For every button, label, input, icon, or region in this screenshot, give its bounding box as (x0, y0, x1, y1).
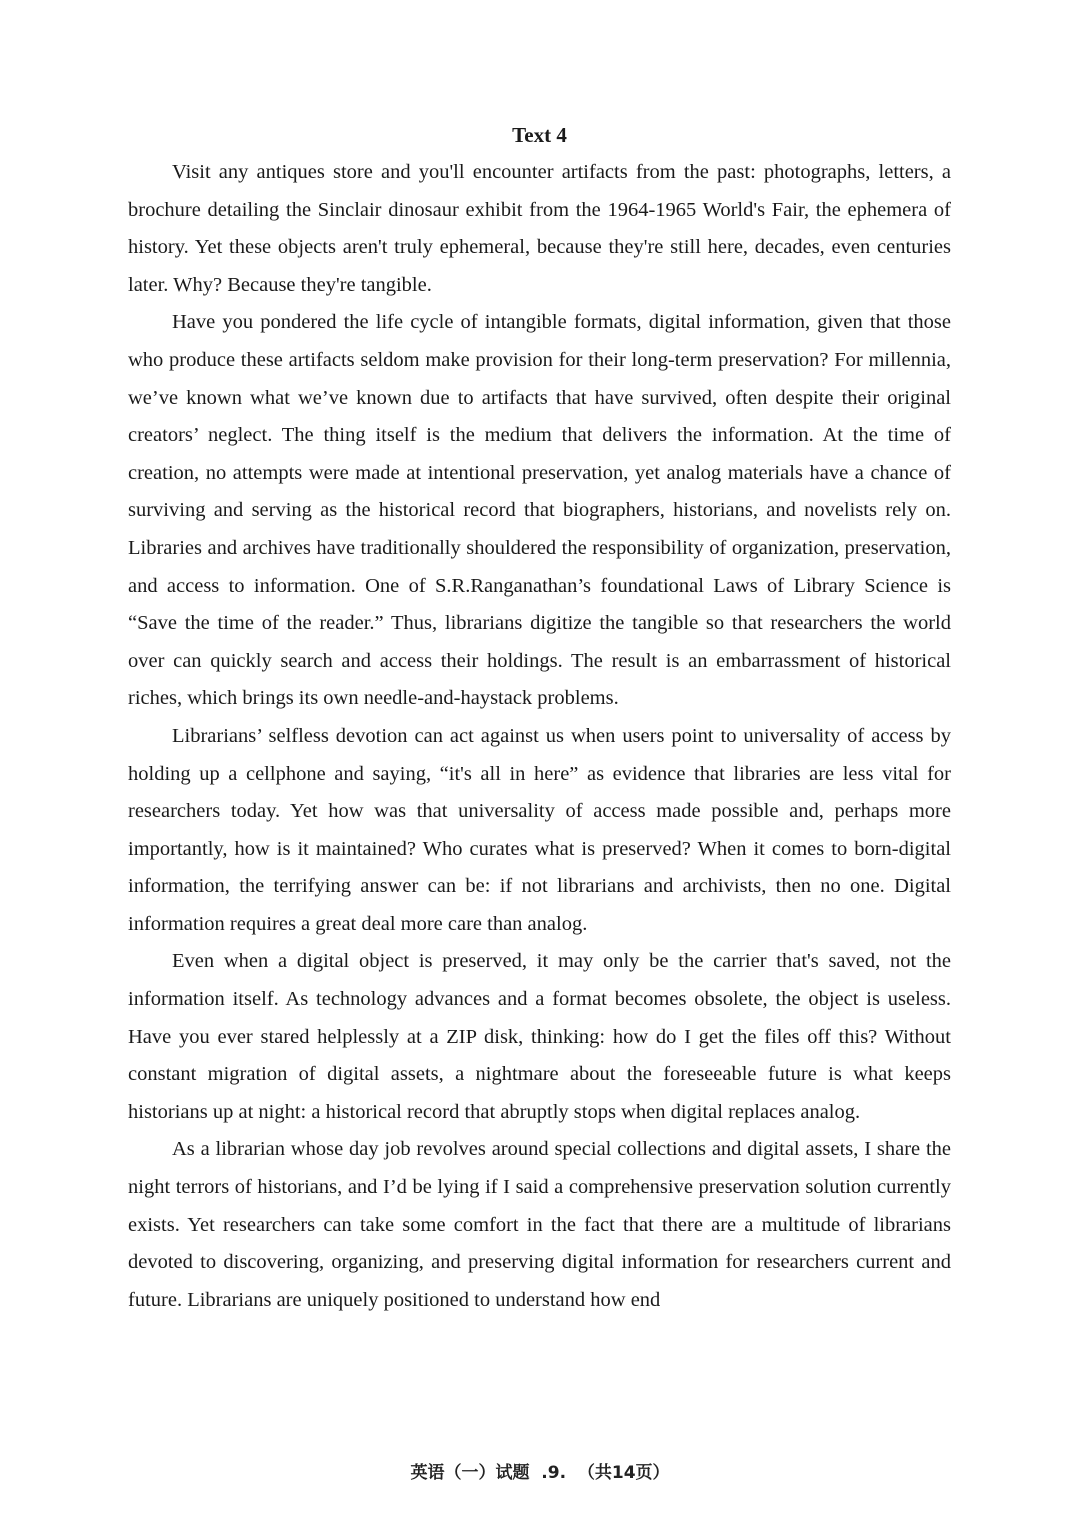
page-footer: 英语（一）试题 .9. （共14页） (410, 1463, 670, 1483)
text-title: Text 4 (512, 123, 567, 147)
paragraph-5: As a librarian whose day job revolves around special collections and digital assets, I share the night terrors of historians, and I’d be lying if I said a comprehensive preservation solution currently exists. Yet researchers can take some comfort in the fact that there are a multitude of librarians devoted to discovering, organizing, and preserving digital information for researchers current and future. Librarians are uniquely positioned to understand how end (128, 1138, 951, 1311)
document-page (128, 118, 951, 1319)
paragraph-1: Visit any antiques store and you'll encounter artifacts from the past: photographs, letters, a brochure detailing the Sinclair dinosaur exhibit from the 1964-1965 World's Fair, the ephemera of history. Yet these objects aren't truly ephemeral, because they're still here, decades, even centuries later. Why? Because they're tangible. (128, 161, 951, 296)
paragraph-4: Even when a digital object is preserved, it may only be the carrier that's saved, not the information itself. As technology advances and a format becomes obsolete, the object is useless. Have you ever stared helplessly at a ZIP disk, thinking: how do I get the files off this? Without constant migration of digital assets, a nightmare about the foreseeable future is what keeps historians up at night: a historical record that abruptly stops when digital replaces analog. (128, 950, 951, 1123)
paragraph-3: Librarians’ selfless devotion can act against us when users point to universality of access by holding up a cellphone and saying, “it's all in here” as evidence that libraries are less vital for researchers today. Yet how was that universality of access made possible and, perhaps more importantly, how is it maintained? Who curates what is preserved? When it comes to born-digital information, the terrifying answer can be: if not librarians and archivists, then no one. Digital information requires a great deal more care than analog. (128, 724, 951, 935)
paragraph-2: Have you pondered the life cycle of intangible formats, digital information, given that those who produce these artifacts seldom make provision for their long-term preservation? For millennia, we’ve known what we’ve known due to artifacts that have survived, often despite their original creators’ neglect. The thing itself is the medium that delivers the information. At the time of creation, no attempts were made at intentional preservation, yet analog materials have a chance of surviving and serving as the historical record that biographers, historians, and novelists rely on. Libraries and archives have traditionally shouldered the responsibility of organization, preservation, and access to information. One of S.R.Ranganathan’s foundational Laws of Library Science is “Save the time of the reader.” Thus, librarians digitize the tangible so that researchers the world over can quickly search and access their holdings. The result is an embarrassment of historical riches, which brings its own needle-and-haystack problems. (128, 311, 951, 710)
